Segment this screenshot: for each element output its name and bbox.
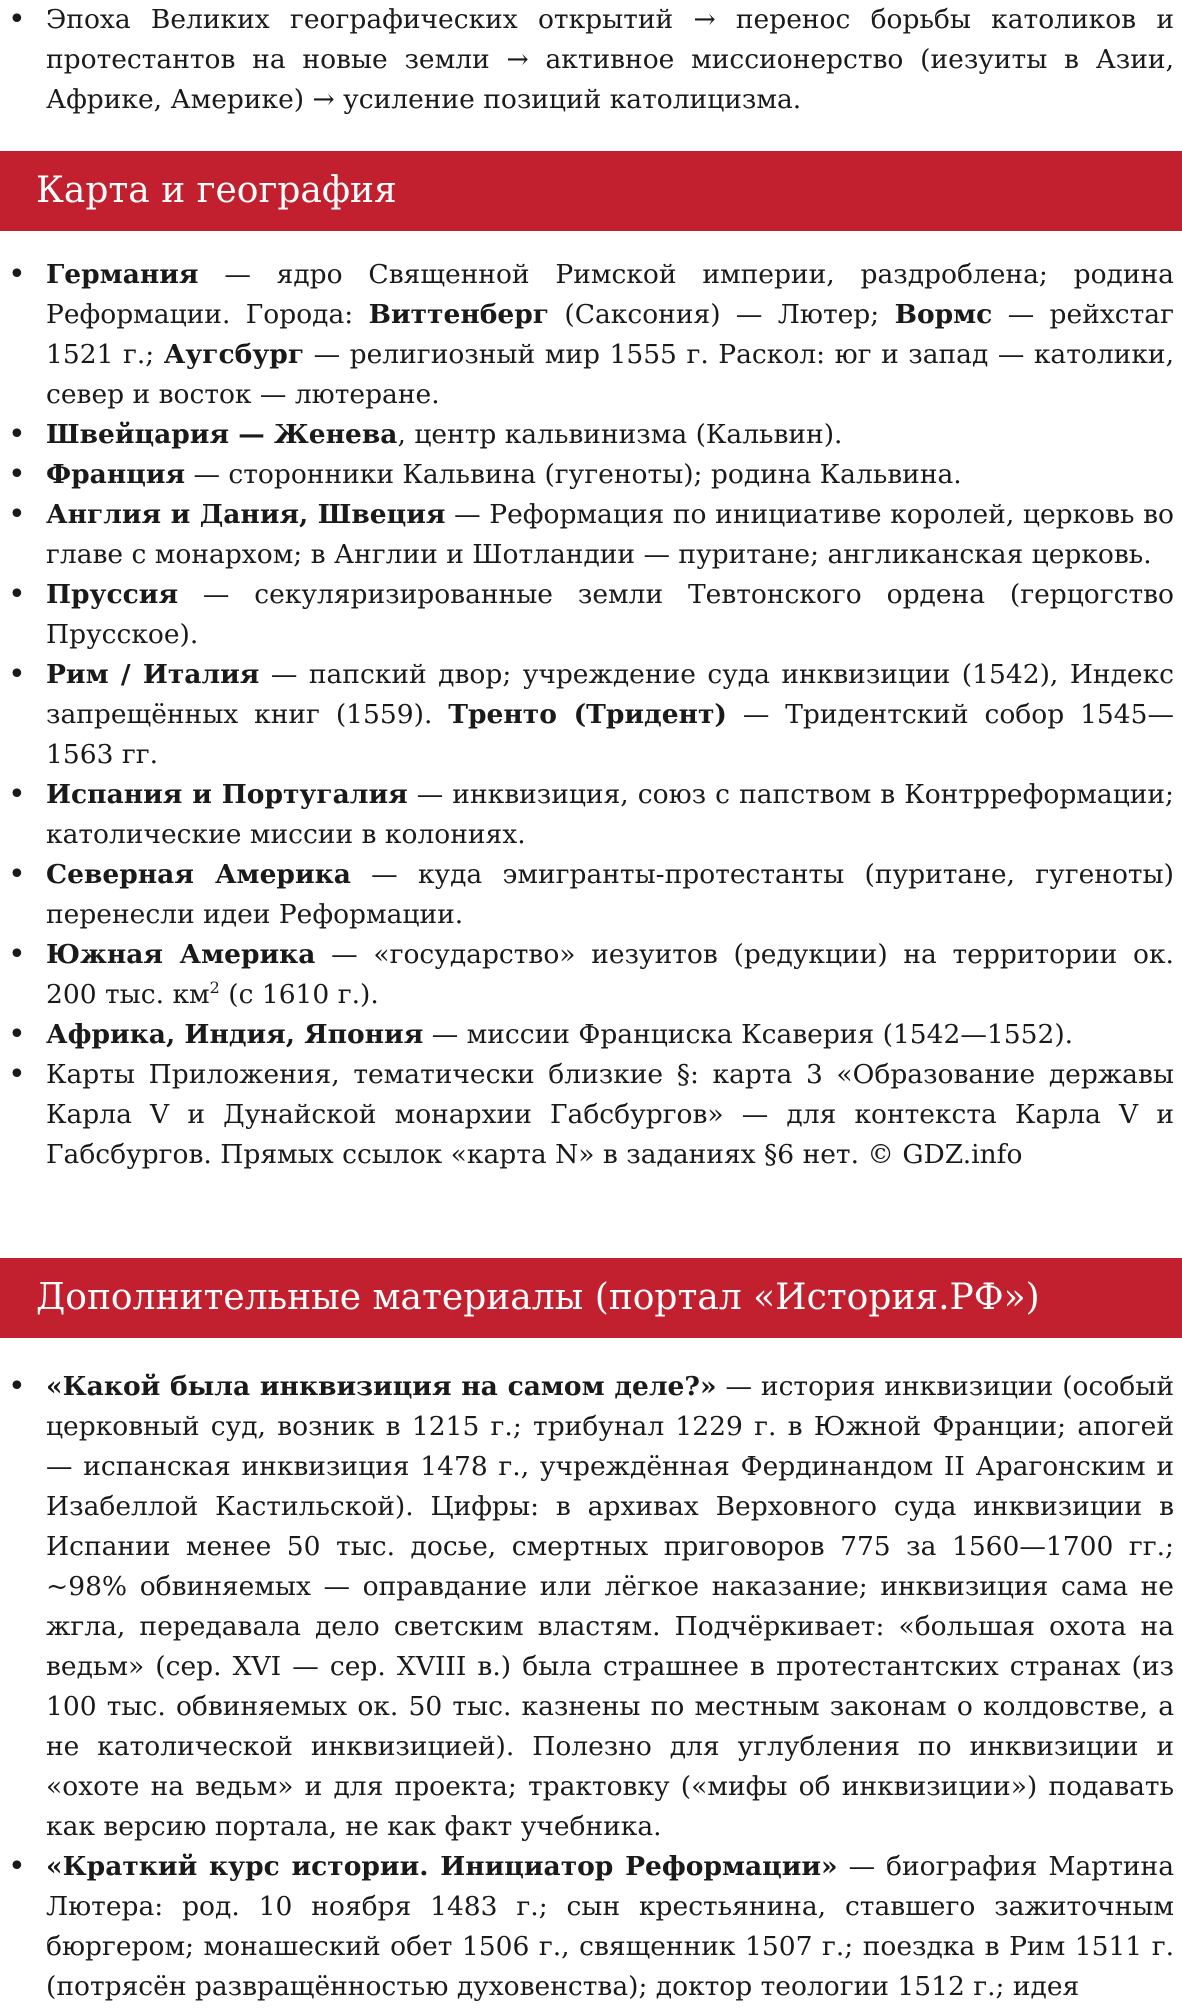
item-text: — рейхстаг 1521 г.; — [46, 299, 1174, 370]
item-text: — папский двор; учреждение суда инквизиции (1542), Индекс запрещённых книг (1559). — [46, 659, 1174, 730]
section-title-map: Карта и география — [0, 151, 1182, 231]
list-item — [0, 575, 1182, 655]
list-item — [0, 1015, 1182, 1055]
item-text: — биография Мартина Лютера: род. 10 ноября 1483 г.; сын крестьянина, ставшего зажиточным бюргером; монашеский обет 1506 г., священник 1507 г.; поездка в Рим 1511 г. (потрясён развращённостью духовенства); доктор теологии 1512 г.; идея — [46, 1851, 1174, 2002]
item-text: (с 1610 г.). — [219, 979, 379, 1010]
item-text: , центр кальвинизма (Кальвин). — [397, 419, 843, 450]
item-text: (Саксония) — Лютер; — [549, 299, 895, 330]
item-term: Южная Америка — [46, 939, 316, 970]
item-term: Испания и Португалия — [46, 779, 408, 810]
item-text: — сторонники Кальвина (гугеноты); родина Кальвина. — [185, 459, 962, 490]
list-item — [0, 495, 1182, 575]
item-term: Тренто (Тридент) — [448, 699, 727, 730]
list-item — [0, 255, 1182, 415]
list-item — [0, 455, 1182, 495]
item-text: — Тридентский собор 1545—1563 гг. — [46, 699, 1175, 770]
list-item — [0, 935, 1182, 1015]
item-term: Франция — [46, 459, 186, 490]
item-term: Пруссия — [46, 579, 179, 610]
item-text: — Реформация по инициативе королей, церковь во главе с монархом; в Англии и Шотландии — пуритане; англиканская церковь. — [46, 499, 1174, 570]
superscript: 2 — [209, 978, 220, 998]
list-item — [0, 1055, 1182, 1175]
item-term: Аугсбург — [163, 339, 305, 370]
item-text: Карты Приложения, тематически близкие §: карта 3 «Образование державы Карла V и Дунайской монархии Габсбургов» — для контекста Карла V и Габсбургов. Прямых ссылок «карта N» в заданиях §6 нет. © GDZ.info — [46, 1059, 1174, 1170]
section-title-extra: Дополнительные материалы (портал «История.РФ») — [0, 1258, 1182, 1338]
item-text: — секуляризированные земли Тевтонского ордена (герцогство Прусское). — [46, 579, 1174, 650]
item-text: — религиозный мир 1555 г. Раскол: юг и запад — католики, север и восток — лютеране. — [46, 339, 1174, 410]
item-term: «Краткий курс истории. Инициатор Реформации» — [46, 1851, 838, 1882]
list-item — [0, 1847, 1182, 2007]
list-item — [0, 855, 1182, 935]
map-list — [0, 255, 1182, 1175]
list-item — [0, 655, 1182, 775]
list-item — [0, 415, 1182, 455]
item-text: — «государство» иезуитов (редукции) на территории ок. 200 тыс. км — [46, 939, 1174, 1010]
item-text: — история инквизиции (особый церковный суд, возник в 1215 г.; трибунал 1229 г. в Южной Франции; апогей — испанская инквизиция 1478 г., учреждённая Фердинандом II Арагонским и Изабеллой Кастильской). Цифры: в архивах Верховного суда инквизиции в Испании менее 50 тыс. досье, смертных приговоров 775 за 1560—1700 гг.; ~98% обвиняемых — оправдание или лёгкое наказание; инквизиция сама не жгла, передавала дело светским властям. Подчёркивает: «большая охота на ведьм» (сер. XVI — сер. XVIII в.) была страшнее в протестантских странах (из 100 тыс. обвиняемых ок. 50 тыс. казнены по местным законам о колдовстве, а не католической инквизицией). Полезно для углубления по инквизиции и «охоте на ведьм» и для проекта; трактовку («мифы об инквизиции») подавать как версию портала, не как факт учебника. — [46, 1371, 1174, 1842]
item-term: Африка, Индия, Япония — [46, 1019, 424, 1050]
extra-list — [0, 1367, 1182, 2007]
item-term: Германия — [46, 259, 199, 290]
item-term: Северная Америка — [46, 859, 351, 890]
item-term: Вормс — [894, 299, 993, 330]
list-item — [0, 1367, 1182, 1847]
item-term: «Какой была инквизиция на самом деле?» — [46, 1371, 717, 1402]
item-text: — миссии Франциска Ксаверия (1542—1552). — [423, 1019, 1074, 1050]
item-text: Эпоха Великих географических открытий → перенос борьбы католиков и протестантов на новые земли → активное миссионерство (иезуиты в Азии, Африке, Америке) → усиление позиций католицизма. — [46, 4, 1174, 115]
item-term: Рим / Италия — [46, 659, 260, 690]
item-term: Швейцария — Женева — [46, 419, 398, 450]
item-text: — ядро Священной Римской империи, раздроблена; родина Реформации. Города: — [46, 259, 1174, 330]
list-item — [0, 0, 1182, 120]
item-text: — инквизиция, союз с папством в Контрреформации; католические миссии в колониях. — [46, 779, 1174, 850]
intro-list — [0, 0, 1182, 120]
item-text: — куда эмигранты-протестанты (пуритане, гугеноты) перенесли идеи Реформации. — [46, 859, 1174, 930]
list-item — [0, 775, 1182, 855]
item-term: Виттенберг — [368, 299, 550, 330]
item-term: Англия и Дания, Швеция — [46, 499, 446, 530]
